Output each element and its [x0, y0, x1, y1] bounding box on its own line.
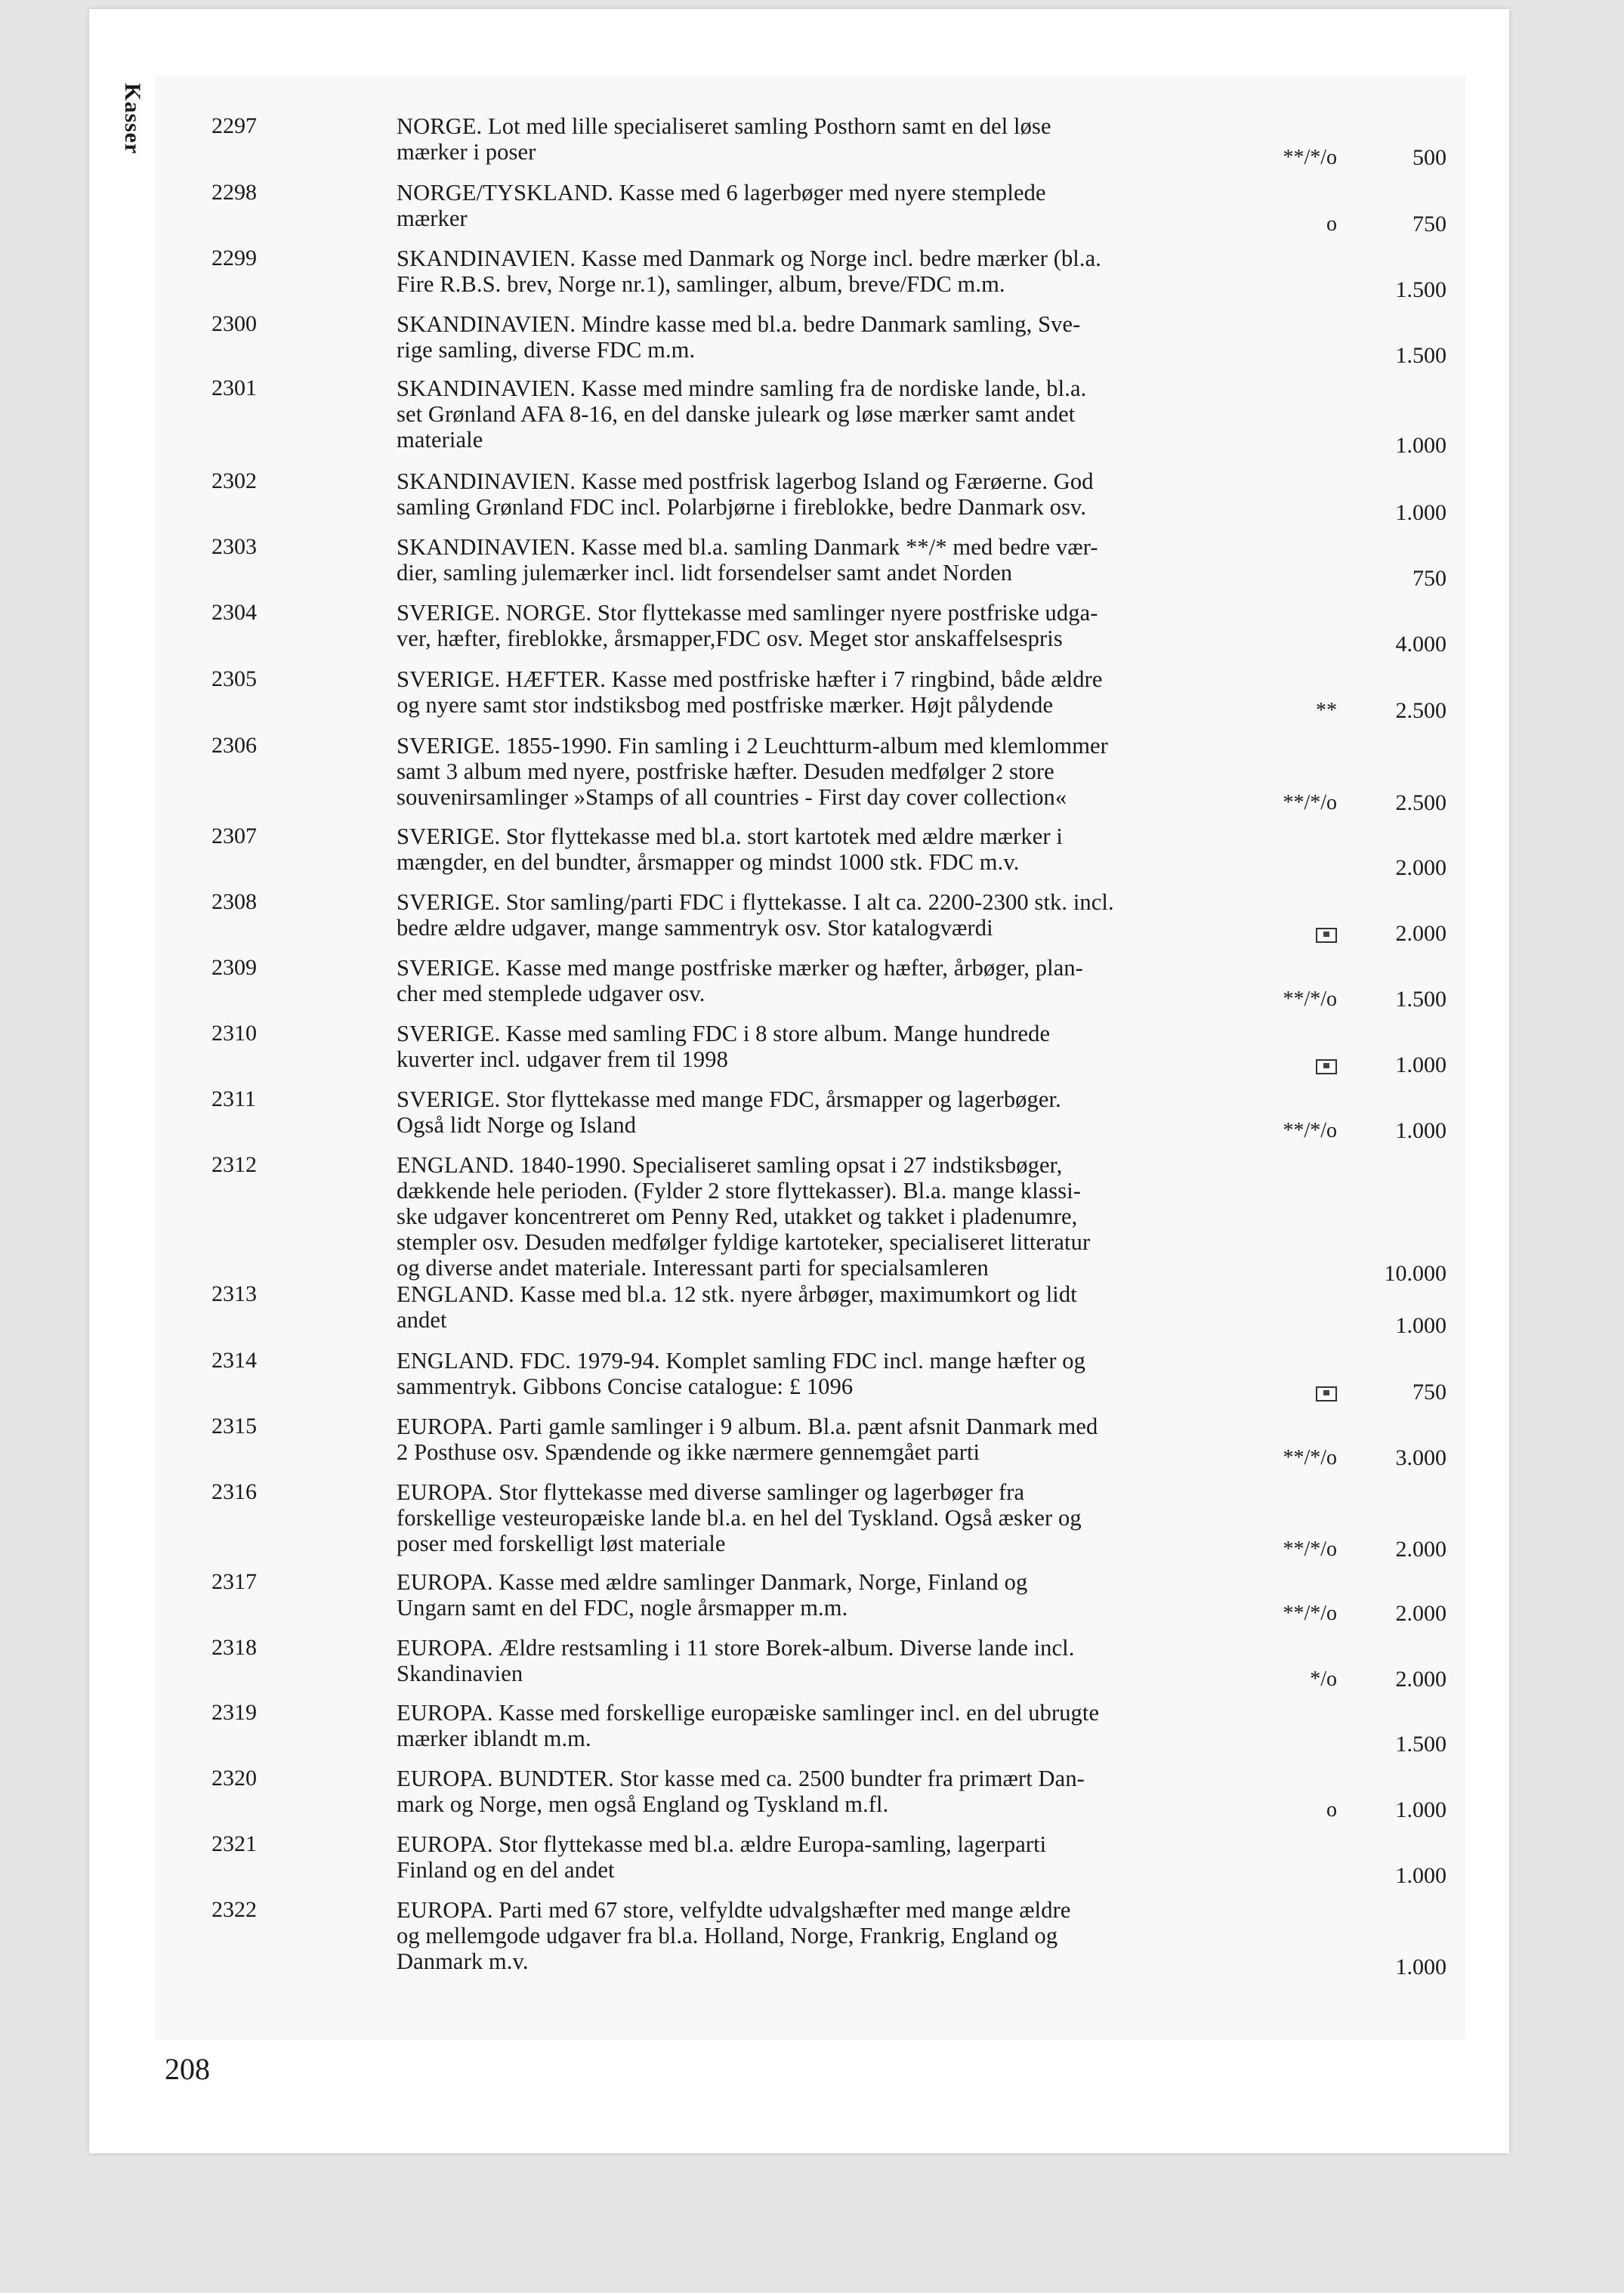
lot-number: 2319 — [211, 1700, 257, 1725]
lot-condition: o — [1326, 212, 1337, 236]
lot-number: 2307 — [211, 824, 257, 848]
lot-condition: o — [1326, 1798, 1337, 1822]
description-line: SKANDINAVIEN. Kasse med Danmark og Norge incl. bedre mærker (bl.a. — [397, 246, 1101, 271]
page-number: 208 — [165, 2052, 210, 2086]
cover-icon — [1224, 921, 1337, 947]
lot-number: 2312 — [211, 1152, 257, 1177]
description-line: mærker iblandt m.m. — [397, 1726, 591, 1751]
lot-number: 2316 — [211, 1479, 257, 1504]
description-line: EUROPA. Kasse med forskellige europæiske samlinger incl. en del ubrugte — [397, 1700, 1100, 1726]
lot-price: 1.500 — [1395, 277, 1446, 302]
lot-price: 1.000 — [1395, 1863, 1446, 1888]
description-line: SKANDINAVIEN. Kasse med bl.a. samling Danmark **/* med bedre vær- — [397, 534, 1098, 560]
lot-number: 2298 — [211, 180, 257, 205]
description-line: og mellemgode udgaver fra bl.a. Holland, Norge, Frankrig, England og — [397, 1923, 1058, 1948]
lot-number: 2320 — [211, 1766, 257, 1791]
lot-number: 2299 — [211, 246, 257, 270]
description-line: Finland og en del andet — [397, 1857, 615, 1883]
lot-price: 1.000 — [1395, 433, 1446, 458]
lot-number: 2322 — [211, 1897, 257, 1922]
lot-description — [397, 1281, 1386, 1333]
description-line: souvenirsamlinger »Stamps of all countries - First day cover collection« — [397, 784, 1067, 810]
description-line: EUROPA. Kasse med ældre samlinger Danmark, Norge, Finland og — [397, 1569, 1028, 1595]
description-line: rige samling, diverse FDC m.m. — [397, 337, 696, 363]
description-line: SVERIGE. Kasse med samling FDC i 8 store album. Mange hundrede — [397, 1021, 1051, 1046]
lot-number: 2309 — [211, 955, 257, 980]
lot-condition: **/*/o — [1283, 146, 1337, 169]
description-line: 2 Posthuse osv. Spændende og ikke nærmere gennemgået parti — [397, 1439, 980, 1465]
lot-price: 2.000 — [1395, 1667, 1446, 1692]
description-line: EUROPA. Parti med 67 store, velfyldte udvalgshæfter med mange ældre — [397, 1897, 1071, 1923]
lot-price: 2.500 — [1395, 698, 1446, 723]
envelope-icon — [1316, 1386, 1337, 1401]
lot-number: 2313 — [211, 1281, 257, 1306]
lot-number: 2306 — [211, 733, 257, 758]
cover-icon — [1224, 1052, 1337, 1078]
lot-description — [397, 311, 1386, 363]
description-line: forskellige vesteuropæiske lande bl.a. en hel del Tyskland. Også æsker og — [397, 1505, 1082, 1531]
lot-number: 2315 — [211, 1414, 257, 1439]
description-line: SVERIGE. Stor flyttekasse med mange FDC, årsmapper og lagerbøger. — [397, 1086, 1061, 1112]
lot-price: 2.500 — [1395, 790, 1446, 815]
description-line: ver, hæfter, fireblokke, årsmapper,FDC osv. Meget stor anskaffelsespris — [397, 626, 1063, 651]
description-line: samling Grønland FDC incl. Polarbjørne i fireblokke, bedre Danmark osv. — [397, 494, 1087, 520]
lot-price: 500 — [1413, 145, 1446, 170]
lot-price: 750 — [1413, 212, 1446, 236]
description-line: SVERIGE. NORGE. Stor flyttekasse med samlinger nyere postfriske udga- — [397, 600, 1098, 626]
description-line: ENGLAND. FDC. 1979-94. Komplet samling FDC incl. mange hæfter og — [397, 1348, 1086, 1374]
description-line: EUROPA. Ældre restsamling i 11 store Borek-album. Diverse lande incl. — [397, 1635, 1075, 1661]
description-line: SVERIGE. HÆFTER. Kasse med postfriske hæfter i 7 ringbind, både ældre — [397, 666, 1103, 692]
description-line: og nyere samt stor indstiksbog med postfriske mærker. Højt pålydende — [397, 692, 1054, 718]
lot-price: 1.000 — [1395, 1313, 1446, 1338]
lot-price: 1.000 — [1395, 1052, 1446, 1077]
lot-number: 2304 — [211, 600, 257, 625]
lot-number: 2303 — [211, 534, 257, 559]
lot-condition: **/*/o — [1283, 1119, 1337, 1142]
lot-price: 1.500 — [1395, 987, 1446, 1012]
lot-condition: ** — [1316, 699, 1337, 722]
lot-price: 2.000 — [1395, 1537, 1446, 1562]
description-line: mærker — [397, 206, 468, 231]
lot-price: 1.000 — [1395, 1797, 1446, 1822]
description-line: samt 3 album med nyere, postfriske hæfter. Desuden medfølger 2 store — [397, 759, 1054, 784]
description-line: SVERIGE. 1855-1990. Fin samling i 2 Leuchtturm-album med klemlommer — [397, 733, 1108, 759]
lot-number: 2302 — [211, 468, 257, 493]
description-line: set Grønland AFA 8-16, en del danske juleark og løse mærker samt andet — [397, 401, 1076, 427]
description-line: SVERIGE. Stor flyttekasse med bl.a. stort kartotek med ældre mærker i — [397, 824, 1063, 849]
description-line: EUROPA. Parti gamle samlinger i 9 album. Bl.a. pænt afsnit Danmark med — [397, 1414, 1098, 1439]
description-line: sammentryk. Gibbons Concise catalogue: £ 1096 — [397, 1374, 854, 1399]
lot-description — [397, 246, 1386, 297]
lot-price: 2.000 — [1395, 855, 1446, 880]
description-line: Også lidt Norge og Island — [397, 1112, 637, 1138]
lot-price: 2.000 — [1395, 921, 1446, 946]
lot-number: 2300 — [211, 311, 257, 336]
lot-condition: **/*/o — [1283, 987, 1337, 1011]
lot-price: 4.000 — [1395, 632, 1446, 657]
lot-list — [155, 76, 1465, 2040]
lot-price: 1.000 — [1395, 1118, 1446, 1143]
lot-number: 2318 — [211, 1635, 257, 1660]
description-line: SKANDINAVIEN. Kasse med mindre samling fra de nordiske lande, bl.a. — [397, 375, 1087, 401]
lot-description — [397, 1897, 1386, 1974]
description-line: dækkende hele perioden. (Fylder 2 store flyttekasser). Bl.a. mange klassi- — [397, 1178, 1082, 1204]
description-line: SVERIGE. Kasse med mange postfriske mærker og hæfter, årbøger, plan- — [397, 955, 1083, 981]
lot-number: 2305 — [211, 666, 257, 691]
lot-description — [397, 824, 1386, 875]
description-line: poser med forskelligt løst materiale — [397, 1531, 726, 1556]
description-line: ENGLAND. 1840-1990. Specialiseret samling opsat i 27 indstiksbøger, — [397, 1152, 1063, 1178]
lot-description — [397, 468, 1386, 520]
description-line: stempler osv. Desuden medfølger fyldige kartoteker, specialiseret litteratur — [397, 1229, 1091, 1255]
description-line: Ungarn samt en del FDC, nogle årsmapper m.m. — [397, 1595, 848, 1621]
description-line: Fire R.B.S. brev, Norge nr.1), samlinger, album, breve/FDC m.m. — [397, 271, 1005, 297]
description-line: andet — [397, 1307, 447, 1333]
lot-condition: **/*/o — [1283, 791, 1337, 814]
description-line: EUROPA. BUNDTER. Stor kasse med ca. 2500 bundter fra primært Dan- — [397, 1766, 1085, 1791]
description-line: Danmark m.v. — [397, 1948, 529, 1974]
lot-price: 3.000 — [1395, 1445, 1446, 1470]
envelope-icon — [1316, 928, 1337, 943]
description-line: mark og Norge, men også England og Tyskland m.fl. — [397, 1791, 889, 1817]
lot-number: 2301 — [211, 375, 257, 400]
lot-description — [397, 1152, 1386, 1281]
description-line: NORGE. Lot med lille specialiseret samling Posthorn samt en del løse — [397, 113, 1051, 139]
lot-price: 1.000 — [1395, 500, 1446, 525]
lot-description — [397, 1700, 1386, 1751]
lot-number: 2308 — [211, 889, 257, 914]
description-line: og diverse andet materiale. Interessant parti for specialsamleren — [397, 1255, 989, 1281]
description-line: cher med stemplede udgaver osv. — [397, 981, 705, 1006]
lot-description — [397, 600, 1386, 651]
description-line: EUROPA. Stor flyttekasse med bl.a. ældre Europa-samling, lagerparti — [397, 1831, 1047, 1857]
description-line: SKANDINAVIEN. Kasse med postfrisk lagerbog Island og Færøerne. God — [397, 468, 1094, 494]
description-line: SKANDINAVIEN. Mindre kasse med bl.a. bedre Danmark samling, Sve- — [397, 311, 1081, 337]
lot-number: 2311 — [211, 1086, 256, 1111]
description-line: materiale — [397, 427, 483, 453]
lot-price: 750 — [1413, 566, 1446, 591]
lot-number: 2297 — [211, 113, 257, 138]
description-line: ENGLAND. Kasse med bl.a. 12 stk. nyere årbøger, maximumkort og lidt — [397, 1281, 1077, 1307]
description-line: SVERIGE. Stor samling/parti FDC i flyttekasse. I alt ca. 2200-2300 stk. incl. — [397, 889, 1114, 915]
lot-condition: */o — [1310, 1667, 1337, 1691]
lot-description — [397, 534, 1386, 586]
description-line: ske udgaver koncentreret om Penny Red, utakket og takket i pladenumre, — [397, 1204, 1078, 1229]
lot-price: 10.000 — [1384, 1261, 1446, 1286]
lot-condition: **/*/o — [1283, 1537, 1337, 1561]
description-line: mængder, en del bundter, årsmapper og mindst 1000 stk. FDC m.v. — [397, 849, 1020, 875]
lot-number: 2321 — [211, 1831, 257, 1856]
description-line: NORGE/TYSKLAND. Kasse med 6 lagerbøger med nyere stemplede — [397, 180, 1046, 206]
lot-condition: **/*/o — [1283, 1602, 1337, 1625]
lot-price: 2.000 — [1395, 1601, 1446, 1626]
lot-description — [397, 1831, 1386, 1883]
cover-icon — [1224, 1380, 1337, 1405]
lot-price: 1.000 — [1395, 1955, 1446, 1979]
description-line: dier, samling julemærker incl. lidt forsendelser samt andet Norden — [397, 560, 1013, 586]
envelope-icon — [1316, 1059, 1337, 1074]
lot-price: 1.500 — [1395, 343, 1446, 368]
lot-number: 2317 — [211, 1569, 257, 1594]
description-line: kuverter incl. udgaver frem til 1998 — [397, 1046, 728, 1072]
lot-condition: **/*/o — [1283, 1446, 1337, 1469]
description-line: Skandinavien — [397, 1661, 523, 1686]
lot-description — [397, 375, 1386, 453]
lot-price: 1.500 — [1395, 1732, 1446, 1757]
section-tab: Kasser — [120, 83, 145, 155]
description-line: bedre ældre udgaver, mange sammentryk osv. Stor katalogværdi — [397, 915, 993, 941]
lot-number: 2314 — [211, 1348, 257, 1373]
description-line: mærker i poser — [397, 139, 536, 165]
lot-number: 2310 — [211, 1021, 257, 1046]
description-line: EUROPA. Stor flyttekasse med diverse samlinger og lagerbøger fra — [397, 1479, 1025, 1505]
lot-price: 750 — [1413, 1380, 1446, 1405]
